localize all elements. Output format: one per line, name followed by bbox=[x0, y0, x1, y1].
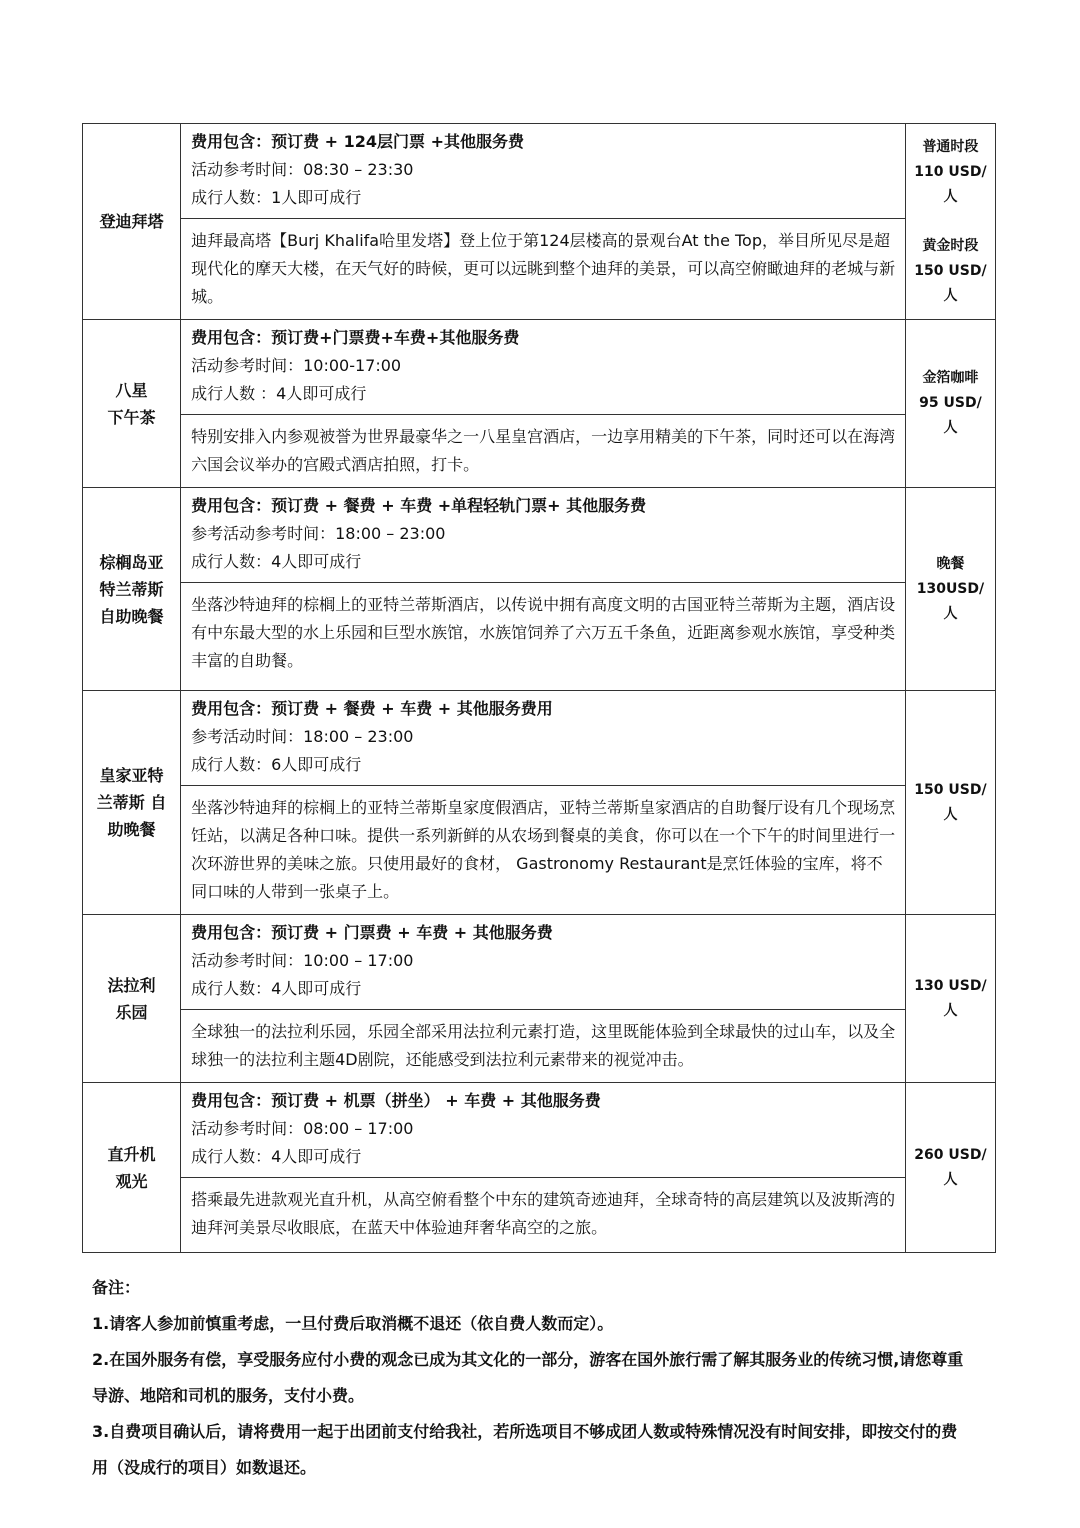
note-item-1: 1.请客人参加前慎重考虑，一旦付费后取消概不退还（依自费人数而定）。 bbox=[92, 1314, 614, 1333]
price-line: 人 bbox=[943, 1171, 958, 1188]
price-line: 130 USD/ bbox=[914, 977, 987, 994]
price-cell bbox=[905, 915, 995, 1083]
activity-name-line: 兰蒂斯 自 bbox=[96, 793, 167, 812]
min-people: 成行人数 ：4人即可成行 bbox=[191, 384, 367, 403]
price bbox=[906, 974, 995, 1024]
price-line: 150 USD/ bbox=[914, 262, 987, 279]
activities-table bbox=[82, 123, 996, 1253]
activity-time: 活动参考时间：10:00 – 17:00 bbox=[191, 951, 414, 970]
activity-name-line: 棕榈岛亚 bbox=[99, 552, 164, 572]
price-line: 金箔咖啡 bbox=[922, 370, 979, 386]
activity-name-line: 直升机 bbox=[107, 1144, 156, 1164]
activity-description: 搭乘最先进款观光直升机，从高空俯看整个中东的建筑奇迹迪拜，全球奇特的高层建筑以及波斯湾的迪拜河美景尽收眼底，在蓝天中体验迪拜奢华高空的之旅。 bbox=[191, 1190, 896, 1237]
activity-description: 特别安排入内参观被誉为世界最豪华之一八星皇宫酒店，一边享用精美的下午茶，同时还可以在海湾六国会议举办的宫殿式酒店拍照，打卡。 bbox=[191, 427, 896, 474]
min-people: 成行人数：1人即可成行 bbox=[191, 188, 362, 207]
activity-name bbox=[83, 762, 180, 843]
price-line: 晚餐 bbox=[936, 555, 965, 572]
fee-included: 费用包含：预订费 + 机票（拼坐） + 车费 + 其他服务费 bbox=[191, 1091, 601, 1110]
price-group bbox=[906, 135, 995, 210]
activity-info bbox=[181, 488, 905, 583]
activity-details-cell bbox=[181, 488, 906, 691]
activity-name-cell bbox=[83, 488, 181, 691]
activity-name-cell bbox=[83, 124, 181, 320]
price-group bbox=[906, 234, 995, 309]
price-cell bbox=[905, 691, 995, 915]
activity-row bbox=[83, 124, 996, 320]
activity-info bbox=[181, 320, 905, 415]
fee-included: 费用包含：预订费+门票费+车费+其他服务费 bbox=[191, 328, 520, 347]
activity-details-cell bbox=[181, 691, 906, 915]
note-item-3: 3.自费项目确认后，请将费用一起于出团前支付给我社，若所选项目不够成团人数或特殊情况没有时间安排，即按交付的费用（没成行的项目）如数退还。 bbox=[92, 1422, 958, 1477]
fee-included: 费用包含：预订费 + 124层门票 +其他服务费 bbox=[191, 132, 525, 151]
price-group bbox=[906, 1143, 995, 1193]
activity-name-line: 乐园 bbox=[115, 1002, 148, 1022]
activity-time: 活动参考时间：10:00-17:00 bbox=[191, 356, 402, 375]
activity-name-line: 登迪拜塔 bbox=[99, 212, 164, 231]
price-group bbox=[906, 552, 995, 627]
activity-info bbox=[181, 1083, 905, 1178]
activity-name-line: 观光 bbox=[115, 1171, 148, 1191]
activity-time: 活动参考时间：08:30 – 23:30 bbox=[191, 160, 414, 179]
activity-time: 参考活动参考时间：18:00 – 23:00 bbox=[191, 524, 446, 543]
activity-info bbox=[181, 915, 905, 1010]
activity-description: 全球独一的法拉利乐园，乐园全部采用法拉利元素打造，这里既能体验到全球最快的过山车，以及全球独一的法拉利主题4D剧院，还能感受到法拉利元素带来的视觉冲击。 bbox=[191, 1022, 896, 1069]
activity-row bbox=[83, 691, 996, 915]
fee-included: 费用包含：预订费 + 餐费 + 车费 +单程轻轨门票+ 其他服务费 bbox=[191, 496, 647, 515]
price-line: 人 bbox=[943, 188, 958, 205]
activity-name-cell bbox=[83, 320, 181, 488]
activity-details-cell bbox=[181, 320, 906, 488]
price-line: 人 bbox=[943, 605, 958, 622]
activity-name bbox=[83, 377, 180, 431]
activity-name-line: 皇家亚特 bbox=[99, 766, 164, 785]
activity-name bbox=[83, 208, 180, 235]
price-cell bbox=[905, 1083, 995, 1253]
activity-details-cell bbox=[181, 124, 906, 320]
notes-title: 备注： bbox=[92, 1278, 141, 1297]
activity-info bbox=[181, 124, 905, 219]
price-line: 150 USD/ bbox=[914, 781, 987, 798]
activity-name-cell bbox=[83, 691, 181, 915]
activity-name-line: 下午茶 bbox=[107, 407, 156, 427]
activity-name-line: 八星 bbox=[115, 380, 148, 400]
min-people: 成行人数：4人即可成行 bbox=[191, 1147, 362, 1166]
activity-row bbox=[83, 1083, 996, 1253]
activity-details-cell bbox=[181, 915, 906, 1083]
activity-details-cell bbox=[181, 1083, 906, 1253]
price-line: 110 USD/ bbox=[914, 163, 987, 180]
activity-name-line: 法拉利 bbox=[107, 975, 156, 995]
price bbox=[906, 366, 995, 441]
activity-name bbox=[83, 549, 180, 630]
activity-name-line: 自助晚餐 bbox=[99, 606, 164, 626]
activity-time: 参考活动时间：18:00 – 23:00 bbox=[191, 727, 414, 746]
activity-name bbox=[83, 1141, 180, 1195]
price-line: 人 bbox=[943, 287, 958, 304]
price-cell bbox=[905, 488, 995, 691]
fee-included: 费用包含：预订费 + 餐费 + 车费 + 其他服务费用 bbox=[191, 699, 553, 718]
activity-name-cell bbox=[83, 915, 181, 1083]
activity-description: 坐落沙特迪拜的棕榈上的亚特兰蒂斯皇家度假酒店，亚特兰蒂斯皇家酒店的自助餐厅设有几个现场烹饪站，以满足各种口味。提供一系列新鲜的从农场到餐桌的美食，你可以在一个下午的时间里进行一次环游世界的美味之旅。只使用最好的食材， Gastronomy Restaurant是烹饪体验的宝库，将不同口味的人带到一张桌子上。 bbox=[191, 798, 896, 901]
price-group bbox=[906, 778, 995, 828]
fee-included: 费用包含：预订费 + 门票费 + 车费 + 其他服务费 bbox=[191, 923, 553, 942]
price-line: 人 bbox=[943, 806, 958, 823]
activity-time: 活动参考时间：08:00 – 17:00 bbox=[191, 1119, 414, 1138]
activity-description: 迪拜最高塔【Burj Khalifa哈里发塔】登上位于第124层楼高的景观台At the Top，举目所见尽是超现代化的摩天大楼，在天气好的時候，更可以远眺到整个迪拜的美景，可以高空俯瞰迪拜的老城与新城。 bbox=[191, 231, 896, 306]
price-line: 95 USD/ bbox=[919, 395, 982, 411]
price bbox=[906, 552, 995, 627]
price-line: 人 bbox=[943, 1002, 958, 1019]
price-group bbox=[906, 366, 995, 441]
price-line: 130USD/ bbox=[916, 580, 985, 597]
activity-row bbox=[83, 915, 996, 1083]
min-people: 成行人数：4人即可成行 bbox=[191, 552, 362, 571]
activity-info bbox=[181, 691, 905, 786]
min-people: 成行人数：4人即可成行 bbox=[191, 979, 362, 998]
price-group bbox=[906, 974, 995, 1024]
activity-description: 坐落沙特迪拜的棕榈上的亚特兰蒂斯酒店，以传说中拥有高度文明的古国亚特兰蒂斯为主题，酒店设有中东最大型的水上乐园和巨型水族馆，水族馆饲养了六万五千条鱼，近距离参观水族馆，享受种类丰富的自助餐。 bbox=[191, 595, 896, 670]
min-people: 成行人数：6人即可成行 bbox=[191, 755, 362, 774]
price-cell bbox=[905, 320, 995, 488]
price bbox=[906, 1143, 995, 1193]
note-item-2: 2.在国外服务有偿，享受服务应付小费的观念已成为其文化的一部分，游客在国外旅行需了解其服务业的传统习惯,请您尊重导游、地陪和司机的服务，支付小费。 bbox=[92, 1350, 964, 1405]
notes-section bbox=[92, 1270, 972, 1486]
price-line: 人 bbox=[943, 420, 958, 436]
activity-name bbox=[83, 972, 180, 1026]
activity-row bbox=[83, 488, 996, 691]
price-line: 黄金时段 bbox=[922, 237, 979, 254]
price-line: 260 USD/ bbox=[914, 1146, 987, 1163]
activity-row bbox=[83, 320, 996, 488]
activity-name-line: 特兰蒂斯 bbox=[99, 579, 164, 599]
activity-name-line: 助晚餐 bbox=[107, 820, 156, 839]
price-cell bbox=[905, 124, 995, 320]
activity-name-cell bbox=[83, 1083, 181, 1253]
price-line: 普通时段 bbox=[922, 138, 979, 155]
price bbox=[906, 778, 995, 828]
price bbox=[906, 135, 995, 309]
